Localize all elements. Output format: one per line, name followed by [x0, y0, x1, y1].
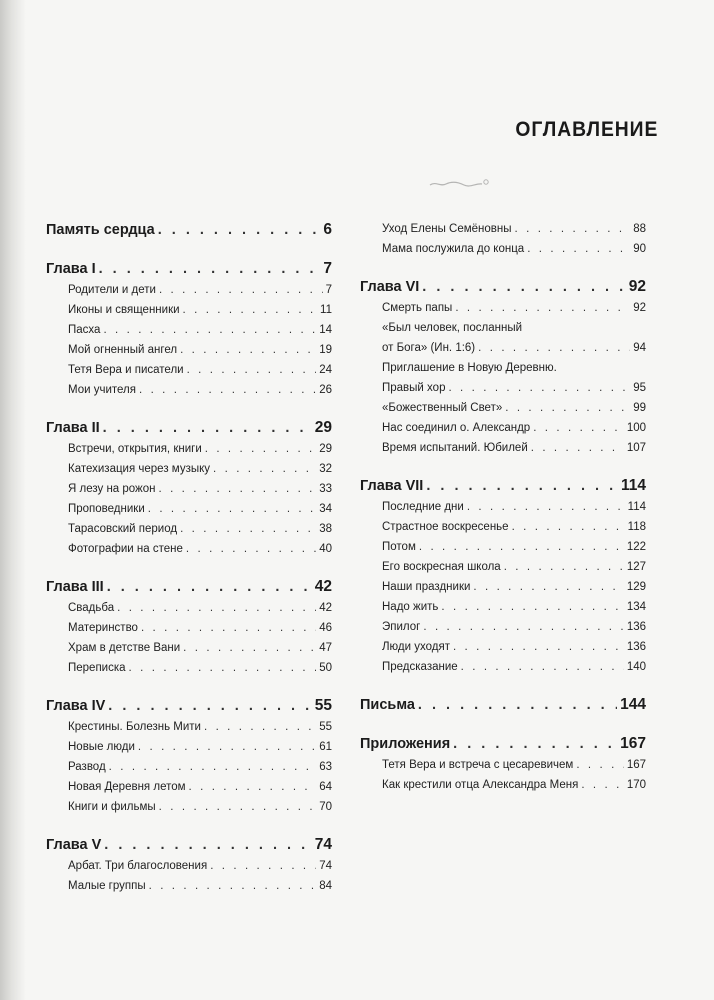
dot-leader	[467, 497, 625, 517]
toc-subentry	[360, 775, 646, 795]
toc-entry-label: Глава I	[46, 261, 96, 277]
dot-leader	[108, 695, 311, 717]
section-spacer	[46, 400, 332, 417]
toc-chapter-entry	[46, 695, 332, 717]
toc-chapter-entry	[360, 733, 646, 755]
toc-page-number: 114	[627, 501, 646, 513]
dot-leader	[527, 239, 630, 259]
dot-leader	[419, 537, 624, 557]
toc-page-number: 88	[633, 223, 646, 235]
dot-leader	[478, 338, 630, 358]
toc-page-number: 55	[319, 721, 332, 733]
page-title: ОГЛАВЛЕНИЕ	[515, 118, 658, 141]
toc-page-number: 38	[319, 523, 332, 535]
dot-leader	[187, 360, 317, 380]
toc-entry-label: Тетя Вера и писатели	[68, 364, 184, 376]
toc-entry-label: Нас соединил о. Александр	[382, 422, 531, 434]
dot-leader	[159, 479, 317, 499]
toc-subentry	[46, 479, 332, 499]
dot-leader	[180, 519, 316, 539]
toc-subentry	[360, 537, 646, 557]
dot-leader	[109, 757, 317, 777]
toc-entry-label: Развод	[68, 761, 106, 773]
toc-page-number: 99	[633, 402, 646, 414]
toc-entry-label: Приглашение в Новую Деревню.	[382, 362, 557, 374]
toc-subentry	[46, 340, 332, 360]
toc-subentry	[46, 539, 332, 559]
toc-entry-label: Глава II	[46, 420, 100, 436]
toc-entry-label: Свадьба	[68, 602, 115, 614]
toc-subentry	[360, 338, 646, 358]
dot-leader	[186, 539, 316, 559]
toc-chapter-entry	[360, 475, 646, 497]
dot-leader	[159, 797, 317, 817]
toc-subentry	[360, 378, 646, 398]
toc-entry-label: Эпилог	[382, 621, 421, 633]
toc-subentry	[360, 298, 646, 318]
toc-subentry	[360, 637, 646, 657]
toc-subentry	[46, 876, 332, 896]
dot-leader	[158, 219, 321, 241]
toc-subentry	[46, 499, 332, 519]
dot-leader	[139, 380, 316, 400]
page-gutter-shadow	[0, 0, 26, 1000]
toc-entry-label: Фотографии на стене	[68, 543, 183, 555]
ink-smudge-mark	[428, 176, 494, 190]
toc-page-number: 29	[319, 443, 332, 455]
toc-left-column	[46, 219, 332, 896]
dot-leader	[512, 517, 625, 537]
toc-entry-label: Храм в детстве Вани	[68, 642, 181, 654]
toc-subentry	[46, 598, 332, 618]
dot-leader	[129, 658, 317, 678]
toc-page-number: 84	[319, 880, 332, 892]
toc-page-number: 94	[633, 342, 646, 354]
toc-chapter-entry	[360, 276, 646, 298]
toc-entry-label: Потом	[382, 541, 416, 553]
dot-leader	[183, 300, 318, 320]
toc-entry-label: Материнство	[68, 622, 138, 634]
toc-entry-label: Глава III	[46, 579, 104, 595]
toc-entry-label: Арбат. Три благословения	[68, 860, 208, 872]
toc-entry-label: Тетя Вера и встреча с цесаревичем	[382, 759, 574, 771]
dot-leader	[213, 459, 316, 479]
toc-entry-label: Глава V	[46, 837, 102, 853]
toc-subentry	[46, 757, 332, 777]
toc-entry-label: Письма	[360, 697, 415, 713]
toc-subentry	[360, 219, 646, 239]
dot-leader	[141, 618, 316, 638]
toc-subentry	[46, 280, 332, 300]
toc-page-number: 70	[319, 801, 332, 813]
toc-entry-label: Крестины. Болезнь Мити	[68, 721, 201, 733]
toc-page-number: 61	[319, 741, 332, 753]
toc-chapter-entry	[360, 694, 646, 716]
toc-chapter-entry	[46, 258, 332, 280]
toc-page-number: 107	[626, 442, 646, 454]
section-spacer	[360, 259, 646, 276]
toc-subentry	[46, 459, 332, 479]
toc-entry-label: Катехизация через музыку	[68, 463, 211, 475]
toc-subentry	[46, 300, 332, 320]
toc-entry-label: Мама послужила до конца	[382, 243, 525, 255]
toc-subentry	[46, 519, 332, 539]
toc-entry-label: Приложения	[360, 736, 451, 752]
toc-subentry	[360, 239, 646, 259]
toc-entry-label: Малые группы	[68, 880, 146, 892]
dot-leader	[180, 340, 316, 360]
dot-leader	[533, 418, 624, 438]
toc-page-number: 118	[627, 521, 646, 533]
dot-leader	[422, 276, 625, 298]
dot-leader	[576, 755, 624, 775]
toc-subentry	[360, 597, 646, 617]
toc-subentry	[360, 617, 646, 637]
toc-subentry	[360, 517, 646, 537]
toc-entry-label: Глава VI	[360, 279, 420, 295]
toc-page-number: 63	[319, 761, 332, 773]
toc-subentry	[360, 398, 646, 418]
toc-subentry	[46, 439, 332, 459]
toc-entry-label: Последние дни	[382, 501, 464, 513]
toc-page-number: 74	[319, 860, 332, 872]
dot-leader	[210, 856, 316, 876]
toc-page-number: 144	[620, 696, 646, 713]
toc-page-number: 92	[633, 302, 646, 314]
toc-page-number: 46	[319, 622, 332, 634]
toc-page-number: 95	[633, 382, 646, 394]
toc-subentry	[46, 797, 332, 817]
section-spacer	[360, 716, 646, 733]
toc-page-number: 114	[620, 477, 646, 494]
dot-leader	[448, 378, 630, 398]
toc-entry-label: Его воскресная школа	[382, 561, 501, 573]
toc-page-number: 167	[620, 735, 646, 752]
dot-leader	[453, 637, 624, 657]
toc-entry-label: Переписка	[68, 662, 126, 674]
toc-subentry	[46, 777, 332, 797]
dot-leader	[505, 398, 630, 418]
dot-leader	[138, 737, 316, 757]
section-spacer	[360, 458, 646, 475]
dot-leader	[159, 280, 323, 300]
toc-entry-label: Память сердца	[46, 222, 155, 238]
dot-leader	[149, 876, 317, 896]
toc-subentry	[46, 638, 332, 658]
toc-page-number: 122	[626, 541, 646, 553]
toc-page-number: 167	[626, 759, 646, 771]
toc-entry-label: Мой огненный ангел	[68, 344, 178, 356]
toc-page-number: 90	[633, 243, 646, 255]
toc-entry-label: Правый хор	[382, 382, 446, 394]
dot-leader	[189, 777, 317, 797]
toc-entry-label: Наши праздники	[382, 581, 471, 593]
toc-page-number: 42	[314, 578, 332, 595]
toc-subentry	[46, 380, 332, 400]
toc-page-number: 129	[626, 581, 646, 593]
toc-subentry	[46, 717, 332, 737]
toc-page-number: 55	[314, 697, 332, 714]
dot-leader	[426, 475, 618, 497]
toc-subentry	[46, 737, 332, 757]
toc-entry-label: Время испытаний. Юбилей	[382, 442, 528, 454]
toc-page-number: 134	[626, 601, 646, 613]
toc-entry-label: Смерть папы	[382, 302, 453, 314]
toc-entry-label: «Был человек, посланный	[382, 322, 523, 334]
toc-subentry	[46, 658, 332, 678]
toc-subentry	[46, 618, 332, 638]
toc-chapter-entry	[46, 219, 332, 241]
toc-page-number: 74	[314, 836, 332, 853]
dot-leader	[117, 598, 316, 618]
toc-entry-label: Книги и фильмы	[68, 801, 156, 813]
dot-leader	[453, 733, 617, 755]
toc-page-number: 136	[626, 641, 646, 653]
toc-subentry	[46, 320, 332, 340]
toc-page-number: 11	[320, 304, 332, 316]
dot-leader	[107, 576, 312, 598]
dot-leader	[103, 417, 312, 439]
toc-page-number: 42	[319, 602, 332, 614]
toc-subentry	[360, 358, 646, 378]
toc-entry-label: Проповедники	[68, 503, 145, 515]
toc-page-number: 33	[319, 483, 332, 495]
section-spacer	[46, 817, 332, 834]
toc-page-number: 7	[323, 260, 332, 277]
toc-entry-label: Мои учителя	[68, 384, 136, 396]
toc-subentry	[360, 755, 646, 775]
toc-page-number: 170	[626, 779, 646, 791]
dot-leader	[461, 657, 624, 677]
toc-page-number: 47	[319, 642, 332, 654]
toc-page-number: 14	[319, 324, 332, 336]
toc-entry-label: Тарасовский период	[68, 523, 178, 535]
toc-subentry	[360, 657, 646, 677]
toc-subentry	[46, 856, 332, 876]
dot-leader	[183, 638, 316, 658]
toc-entry-label: Люди уходят	[382, 641, 450, 653]
dot-leader	[104, 834, 311, 856]
toc-entry-label: Глава VII	[360, 478, 424, 494]
toc-entry-label: Глава IV	[46, 698, 106, 714]
toc-subentry	[360, 438, 646, 458]
toc-subentry	[46, 360, 332, 380]
toc-entry-label: Страстное воскресенье	[382, 521, 509, 533]
dot-leader	[581, 775, 623, 795]
dot-leader	[103, 320, 316, 340]
toc-entry-label: Встречи, открытия, книги	[68, 443, 202, 455]
toc-entry-label: Пасха	[68, 324, 101, 336]
toc-right-column	[360, 219, 646, 795]
dot-leader	[473, 577, 623, 597]
dot-leader	[455, 298, 630, 318]
toc-page-number: 100	[626, 422, 646, 434]
dot-leader	[99, 258, 321, 280]
toc-page-number: 34	[319, 503, 332, 515]
toc-entry-label: Я лезу на рожон	[68, 483, 156, 495]
section-spacer	[360, 677, 646, 694]
toc-entry-label: Предсказание	[382, 661, 458, 673]
dot-leader	[418, 694, 617, 716]
section-spacer	[46, 678, 332, 695]
section-spacer	[46, 559, 332, 576]
toc-entry-label: Уход Елены Семёновны	[382, 223, 512, 235]
toc-subentry	[360, 318, 646, 338]
toc-page-number: 140	[626, 661, 646, 673]
toc-page-number: 19	[319, 344, 332, 356]
toc-entry-label: Новые люди	[68, 741, 135, 753]
toc-entry-label: Надо жить	[382, 601, 439, 613]
toc-page-number: 40	[319, 543, 332, 555]
dot-leader	[515, 219, 631, 239]
toc-entry-label: от Бога» (Ин. 1:6)	[382, 342, 476, 354]
dot-leader	[504, 557, 624, 577]
toc-subentry	[360, 418, 646, 438]
toc-entry-label: Иконы и священники	[68, 304, 180, 316]
dot-leader	[205, 439, 316, 459]
toc-subentry	[360, 557, 646, 577]
toc-page-number: 64	[319, 781, 332, 793]
toc-chapter-entry	[46, 417, 332, 439]
toc-page-number: 6	[323, 221, 332, 238]
toc-page-number: 29	[314, 419, 332, 436]
dot-leader	[204, 717, 316, 737]
toc-page-number: 7	[325, 284, 332, 296]
toc-chapter-entry	[46, 834, 332, 856]
toc-page-number: 92	[628, 278, 646, 295]
dot-leader	[148, 499, 316, 519]
section-spacer	[46, 241, 332, 258]
toc-subentry	[360, 577, 646, 597]
toc-page-number: 24	[319, 364, 332, 376]
toc-page-number: 26	[319, 384, 332, 396]
toc-chapter-entry	[46, 576, 332, 598]
dot-leader	[423, 617, 623, 637]
toc-page-number: 127	[626, 561, 646, 573]
toc-page-number: 50	[319, 662, 332, 674]
toc-entry-label: Новая Деревня летом	[68, 781, 186, 793]
dot-leader	[531, 438, 624, 458]
toc-subentry	[360, 497, 646, 517]
toc-entry-label: Родители и дети	[68, 284, 156, 296]
toc-page-number: 136	[626, 621, 646, 633]
toc-page-number: 32	[319, 463, 332, 475]
dot-leader	[441, 597, 623, 617]
toc-entry-label: «Божественный Свет»	[382, 402, 503, 414]
toc-entry-label: Как крестили отца Александра Меня	[382, 779, 579, 791]
